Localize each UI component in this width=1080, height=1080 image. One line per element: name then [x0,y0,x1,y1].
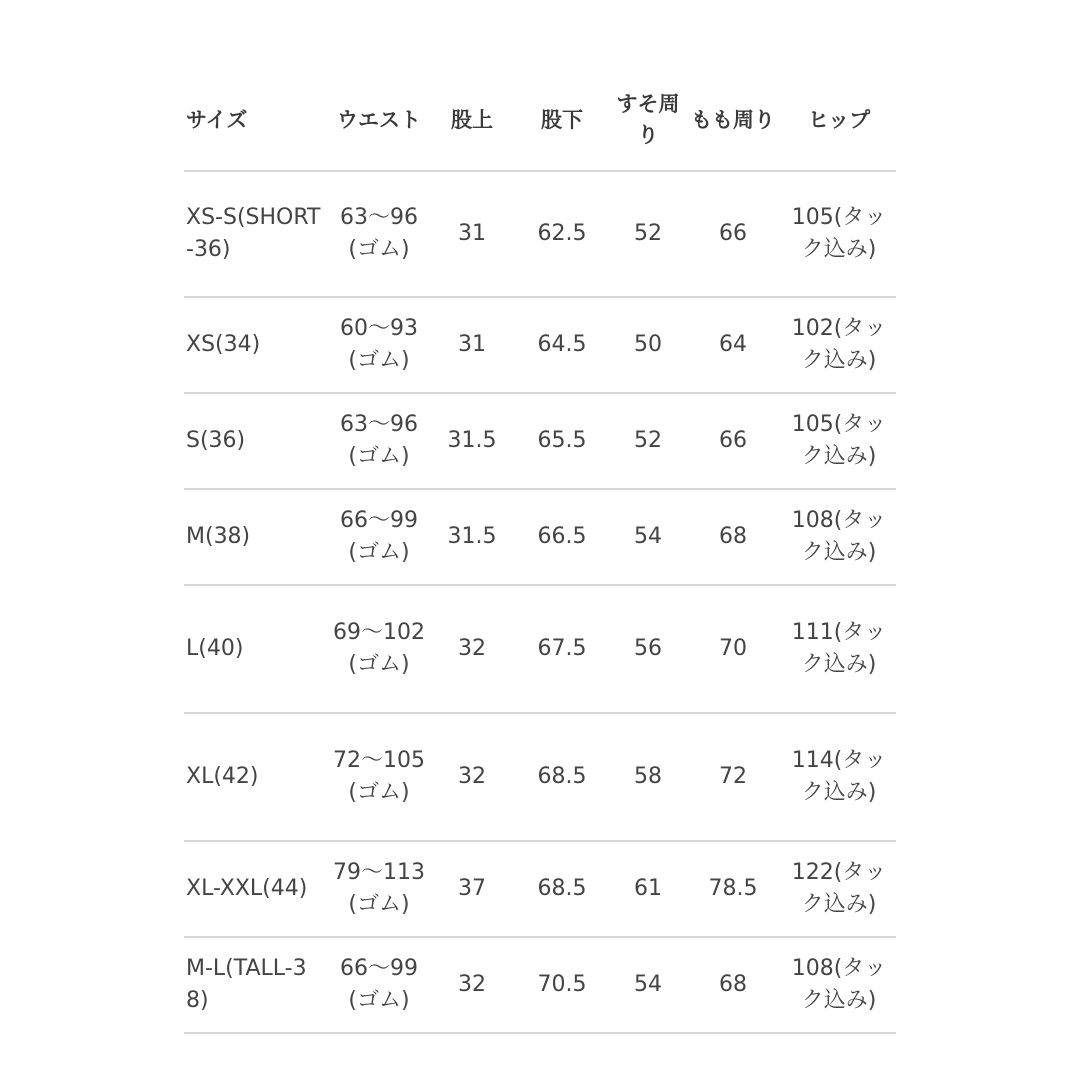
cell-thigh: 64 [684,297,782,393]
cell-thigh: 68 [684,937,782,1033]
cell-size: L(40) [184,585,326,713]
cell-size: M(38) [184,489,326,585]
cell-inseam: 65.5 [512,393,612,489]
header-inseam: 股下 [512,70,612,171]
cell-inseam: 62.5 [512,171,612,297]
cell-inseam: 68.5 [512,713,612,841]
cell-thigh: 66 [684,171,782,297]
header-thigh: もも周り [684,70,782,171]
cell-rise: 32 [432,937,512,1033]
cell-hem: 52 [612,171,684,297]
cell-rise: 31.5 [432,489,512,585]
cell-size: XS(34) [184,297,326,393]
table-row [184,841,896,937]
cell-waist: 79〜113(ゴム) [326,841,432,937]
cell-hip: 105(タック込み) [782,393,896,489]
cell-rise: 32 [432,585,512,713]
cell-hip: 108(タック込み) [782,937,896,1033]
cell-waist: 66〜99(ゴム) [326,937,432,1033]
cell-rise: 37 [432,841,512,937]
cell-inseam: 70.5 [512,937,612,1033]
cell-thigh: 78.5 [684,841,782,937]
table-row [184,171,896,297]
cell-waist: 60〜93(ゴム) [326,297,432,393]
cell-hem: 56 [612,585,684,713]
cell-hip: 108(タック込み) [782,489,896,585]
table-row [184,937,896,1033]
cell-waist: 69〜102(ゴム) [326,585,432,713]
cell-size: S(36) [184,393,326,489]
cell-size: XS-S(SHORT-36) [184,171,326,297]
cell-size: XL(42) [184,713,326,841]
header-size: サイズ [184,70,326,171]
header-hem: すそ周り [612,70,684,171]
header-rise: 股上 [432,70,512,171]
cell-hem: 58 [612,713,684,841]
cell-rise: 31 [432,297,512,393]
header-row [184,70,896,171]
size-chart-table [184,70,896,1034]
cell-size: XL-XXL(44) [184,841,326,937]
cell-hem: 54 [612,489,684,585]
header-waist: ウエスト [326,70,432,171]
cell-thigh: 70 [684,585,782,713]
cell-hem: 54 [612,937,684,1033]
cell-inseam: 67.5 [512,585,612,713]
cell-hem: 61 [612,841,684,937]
table-row [184,297,896,393]
table-row [184,713,896,841]
cell-waist: 66〜99(ゴム) [326,489,432,585]
cell-hip: 114(タック込み) [782,713,896,841]
cell-waist: 63〜96(ゴム) [326,393,432,489]
cell-hip: 102(タック込み) [782,297,896,393]
cell-inseam: 64.5 [512,297,612,393]
table-row [184,585,896,713]
cell-hip: 122(タック込み) [782,841,896,937]
cell-rise: 31 [432,171,512,297]
cell-thigh: 66 [684,393,782,489]
cell-hip: 105(タック込み) [782,171,896,297]
cell-hem: 50 [612,297,684,393]
table-row [184,393,896,489]
cell-hem: 52 [612,393,684,489]
header-hip: ヒップ [782,70,896,171]
cell-waist: 63〜96(ゴム) [326,171,432,297]
cell-thigh: 68 [684,489,782,585]
cell-size: M-L(TALL-38) [184,937,326,1033]
cell-rise: 32 [432,713,512,841]
cell-inseam: 68.5 [512,841,612,937]
cell-waist: 72〜105(ゴム) [326,713,432,841]
cell-hip: 111(タック込み) [782,585,896,713]
cell-rise: 31.5 [432,393,512,489]
table-row [184,489,896,585]
cell-inseam: 66.5 [512,489,612,585]
cell-thigh: 72 [684,713,782,841]
